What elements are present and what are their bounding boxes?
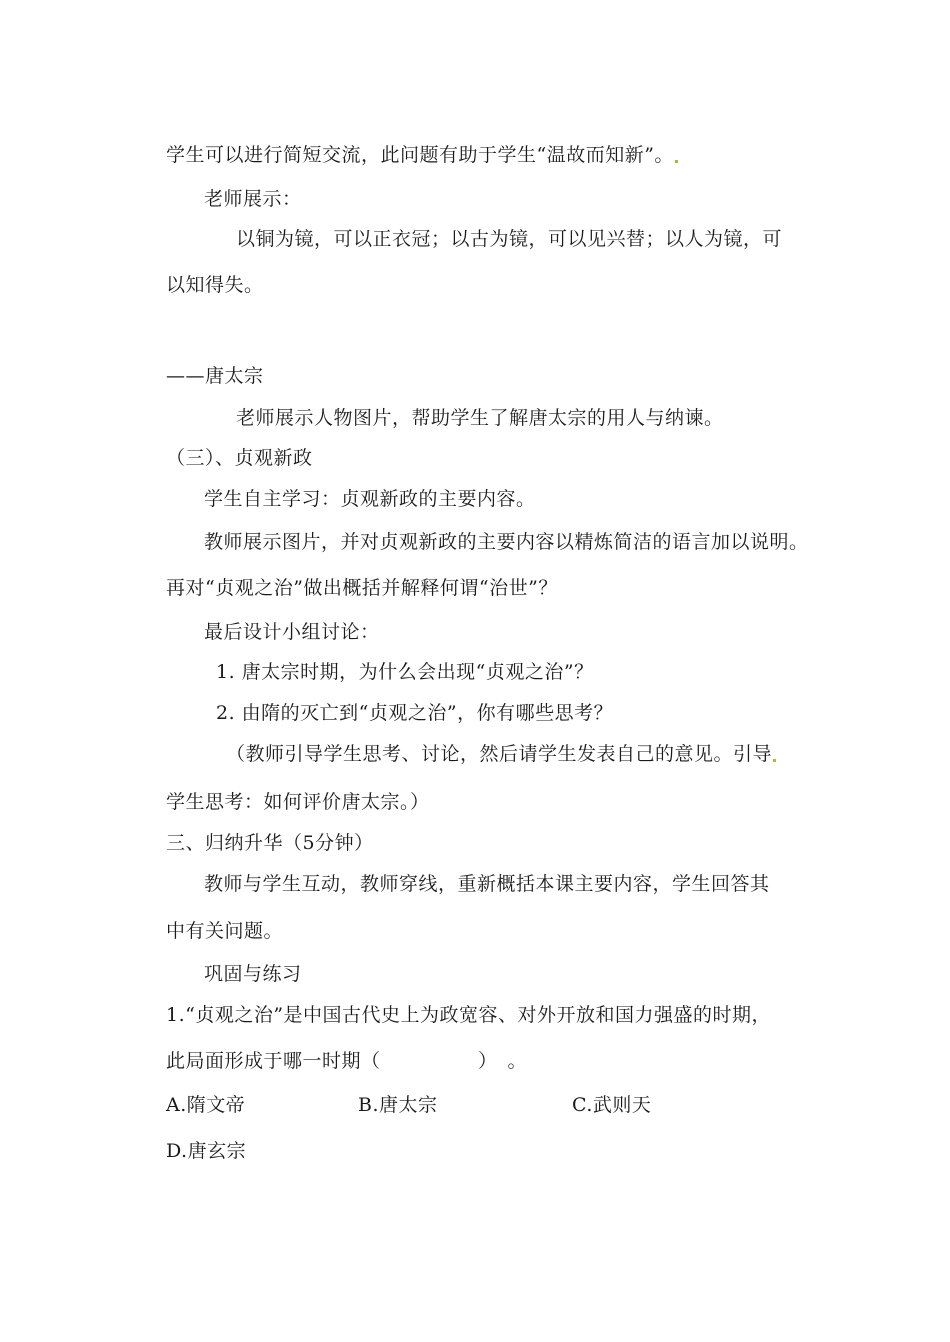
paragraph-line-10: [204, 872, 770, 896]
option-d: [166, 1139, 246, 1163]
text-line: （教师引导学生思考、讨论，然后请学生发表自己的意见。引导: [226, 743, 773, 765]
text-line: ——唐太宗: [166, 365, 264, 387]
paragraph-line-9: [166, 790, 430, 814]
section-heading-3: [166, 446, 313, 470]
option-label: A.隋文帝: [166, 1094, 246, 1116]
paragraph-line-6: [166, 576, 558, 600]
text-line: 老师展示：: [204, 188, 302, 210]
text-line: 学生思考：如何评价唐太宗。）: [166, 791, 430, 813]
text-line: 1.“贞观之治”是中国古代史上为政宽容、对外开放和国力强盛的时期，: [166, 1004, 772, 1026]
paragraph-line-4: [204, 487, 536, 511]
option-label: D.唐玄宗: [166, 1140, 247, 1162]
option-label: B.唐太宗: [358, 1094, 438, 1116]
discussion-item-1: [216, 660, 594, 684]
exercise-heading: [204, 962, 302, 986]
question-1-line-2: [166, 1049, 527, 1073]
text-line: 巩固与练习: [204, 963, 302, 985]
quote-line-2: [166, 273, 264, 297]
paragraph-line-5: [204, 530, 809, 554]
text-line: 教师与学生互动，教师穿线，重新概括本课主要内容，学生回答其: [204, 873, 770, 895]
text-line: 学生可以进行简短交流，此问题有助于学生“温故而知新”。: [166, 144, 674, 166]
text-line: 最后设计小组讨论：: [204, 621, 380, 643]
paragraph-line-2: [204, 187, 302, 211]
section-heading-summary: [166, 831, 374, 855]
option-a: [166, 1093, 245, 1117]
option-c: [572, 1093, 651, 1117]
text-line: （三）、贞观新政: [166, 447, 313, 469]
text-line: 以铜为镜，可以正衣冠；以古为镜，可以见兴替；以人为镜，可: [236, 228, 783, 250]
option-b: [358, 1093, 438, 1117]
text-line: 三、归纳升华（5分钟）: [166, 832, 374, 854]
text-line: 1. 唐太宗时期，为什么会出现“贞观之治”？: [216, 661, 594, 683]
text-line: 再对“贞观之治”做出概括并解释何谓“治世”？: [166, 577, 558, 599]
question-1-line-1: [166, 1003, 771, 1027]
green-mark-icon: [675, 160, 678, 163]
text-line: 学生自主学习：贞观新政的主要内容。: [204, 488, 536, 510]
option-label: C.武则天: [572, 1094, 652, 1116]
text-line: 此局面形成于哪一时期（ ） 。: [166, 1050, 528, 1072]
text-line: 教师展示图片，并对贞观新政的主要内容以精炼简洁的语言加以说明。: [204, 531, 809, 553]
paragraph-line-3: [236, 406, 724, 430]
text-line: 2. 由隋的灭亡到“贞观之治”，你有哪些思考？: [216, 702, 614, 724]
paragraph-line-11: [166, 919, 283, 943]
paragraph-line-8: [226, 742, 777, 766]
discussion-item-2: [216, 701, 613, 725]
text-line: 老师展示人物图片，帮助学生了解唐太宗的用人与纳谏。: [236, 407, 724, 429]
quote-attribution: [166, 364, 264, 388]
text-line: 以知得失。: [166, 274, 264, 296]
quote-line-1: [236, 227, 782, 251]
paragraph-line-1: [166, 143, 679, 167]
text-line: 中有关问题。: [166, 920, 284, 942]
green-mark-icon: [773, 759, 776, 762]
paragraph-line-7: [204, 620, 380, 644]
